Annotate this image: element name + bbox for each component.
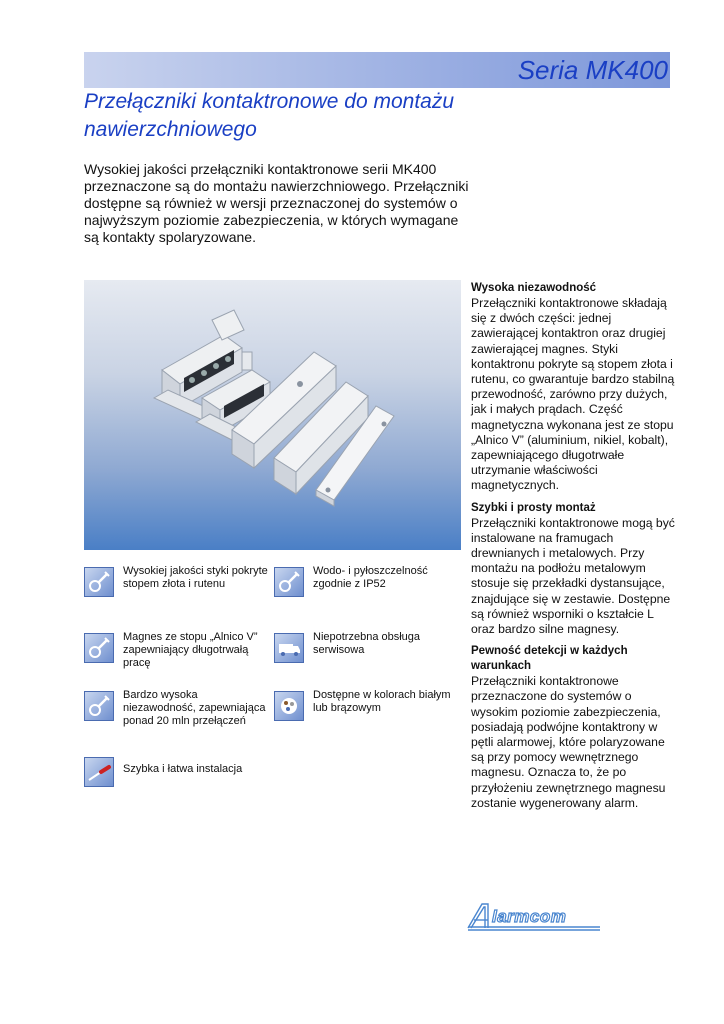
- feature-item: [274, 689, 464, 721]
- reed-switch-product-image: [84, 280, 461, 550]
- feature-text: Magnes ze stopu „Alnico V” zapewniający długotrwałą pracę: [123, 631, 258, 669]
- color-palette-icon: [274, 691, 304, 721]
- section-body: Przełączniki kontaktronowe mogą być instalowane na framugach drewnianych i metalowych. Przy montażu na podłożu metalowym stosuje się przekładki dystansujące, znajdujące się w zestawie. Dostępne są również wsporniki o kształcie L oraz bardzo silne magnesy.: [471, 515, 675, 637]
- alarmcom-logo: [466, 898, 602, 932]
- contact-switch-icon: [84, 633, 114, 663]
- feature-item: [84, 631, 274, 670]
- description-column: [471, 281, 676, 818]
- contact-switch-icon: [274, 567, 304, 597]
- section-heading: Pewność detekcji w każdych warunkach: [471, 645, 628, 673]
- section-body: Przełączniki kontaktronowe składają się z dwóch części: jednej zawierającej kontaktron oraz drugiej zawierającej magnes. Styki kontaktronu pokryte są stopem złota i rutenu, co gwarantuje bardzo stabilną przewodność, zarówno przy dużych, jak i małych prądach. Część magnetyczna wykonana jest ze stopu „Alnico V” (aluminium, nikiel, kobalt), zapewniającego długotrwałe utrzymanie właściwości magnetycznych.: [471, 296, 675, 493]
- feature-text: Niepotrzebna obsługa serwisowa: [313, 631, 421, 656]
- section-heading: Wysoka niezawodność: [471, 282, 597, 294]
- feature-text: Szybka i łatwa instalacja: [123, 763, 243, 775]
- contact-switch-icon: [84, 691, 114, 721]
- feature-item: [84, 689, 274, 728]
- feature-text: Bardzo wysoka niezawodność, zapewniająca ponad 20 mln przełączeń: [123, 689, 266, 727]
- feature-item: [274, 565, 464, 597]
- contact-switch-icon: [84, 567, 114, 597]
- service-van-icon: [274, 633, 304, 663]
- feature-item: [84, 565, 274, 597]
- intro-paragraph: Wysokiej jakości przełączniki kontaktronowe serii MK400 przeznaczone są do montażu nawierzchniowego. Przełączniki dostępne są również w wersji przeznaczonej do systemów o najwyższym poziomie zabezpieczenia, w których wymagane są kontakty spolaryzowane.: [84, 161, 469, 245]
- product-photo: [84, 280, 461, 550]
- feature-text: Wodo- i pyłoszczelność zgodnie z IP52: [313, 565, 428, 590]
- svg-text:larmcom: larmcom: [492, 907, 567, 926]
- section-body: Przełączniki kontaktronowe przeznaczone do systemów o wysokim poziomie zabezpieczenia, posiadają podwójne kontaktrony w pętli alarmowej, które polaryzowane są przy pomocy wewnętrznego magnesu. Oznacza to, że po przyłożeniu zewnętrznego magnesu zostanie wygenerowany alarm.: [471, 674, 666, 810]
- screwdriver-icon: [84, 757, 114, 787]
- series-title: Seria MK400: [517, 55, 668, 85]
- feature-item: [84, 755, 274, 787]
- page-title: Przełączniki kontaktronowe do montażu nawierzchniowego: [84, 90, 455, 141]
- feature-item: [274, 631, 464, 663]
- feature-text: Wysokiej jakości styki pokryte stopem złota i rutenu: [123, 565, 268, 590]
- feature-text: Dostępne w kolorach białym lub brązowym: [313, 689, 451, 714]
- section-heading: Szybki i prosty montaż: [471, 501, 596, 514]
